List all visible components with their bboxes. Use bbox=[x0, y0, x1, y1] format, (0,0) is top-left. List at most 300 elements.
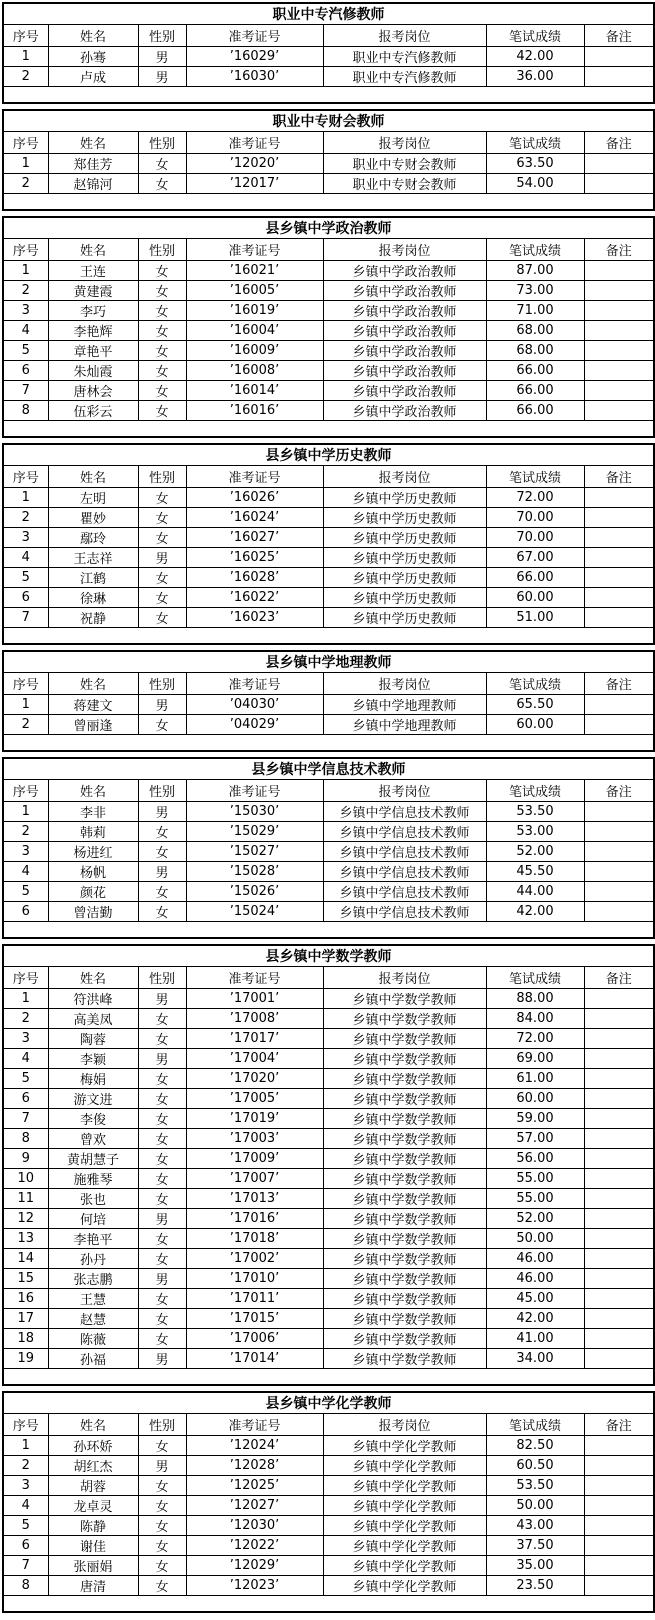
column-header-gender: 性别 bbox=[138, 673, 186, 695]
cell-gender: 女 bbox=[138, 1329, 186, 1349]
cell-index: 4 bbox=[3, 321, 48, 341]
cell-remark bbox=[584, 1496, 654, 1516]
cell-position: 职业中专汽修教师 bbox=[323, 67, 486, 87]
cell-score: 68.00 bbox=[486, 321, 584, 341]
cell-remark bbox=[584, 1576, 654, 1596]
cell-remark bbox=[584, 401, 654, 421]
table-footer-spacer bbox=[3, 1596, 654, 1613]
cell-gender: 男 bbox=[138, 695, 186, 715]
cell-ticket-number: ’16009’ bbox=[186, 341, 323, 361]
cell-index: 17 bbox=[3, 1309, 48, 1329]
column-header-position: 报考岗位 bbox=[323, 673, 486, 695]
table-title-row bbox=[3, 758, 654, 780]
cell-name: 徐琳 bbox=[48, 588, 138, 608]
table-footer-spacer bbox=[3, 922, 654, 939]
cell-ticket-number: ’16023’ bbox=[186, 608, 323, 628]
cell-ticket-number: ’17011’ bbox=[186, 1289, 323, 1309]
column-header-gender: 性别 bbox=[138, 466, 186, 488]
cell-index: 19 bbox=[3, 1349, 48, 1369]
cell-remark bbox=[584, 301, 654, 321]
cell-name: 江鹤 bbox=[48, 568, 138, 588]
column-header-score: 笔试成绩 bbox=[486, 673, 584, 695]
cell-name: 李颖 bbox=[48, 1049, 138, 1069]
cell-remark bbox=[584, 174, 654, 194]
cell-ticket-number: ’12029’ bbox=[186, 1556, 323, 1576]
table-row bbox=[3, 588, 654, 608]
table-row bbox=[3, 568, 654, 588]
cell-gender: 女 bbox=[138, 321, 186, 341]
cell-gender: 女 bbox=[138, 1496, 186, 1516]
cell-ticket-number: ’12028’ bbox=[186, 1456, 323, 1476]
cell-score: 53.00 bbox=[486, 822, 584, 842]
cell-score: 34.00 bbox=[486, 1349, 584, 1369]
column-header-score: 笔试成绩 bbox=[486, 132, 584, 154]
table-row bbox=[3, 1209, 654, 1229]
cell-remark bbox=[584, 1009, 654, 1029]
cell-index: 3 bbox=[3, 528, 48, 548]
cell-gender: 男 bbox=[138, 548, 186, 568]
cell-index: 1 bbox=[3, 1436, 48, 1456]
cell-ticket-number: ’17017’ bbox=[186, 1029, 323, 1049]
cell-ticket-number: ’17018’ bbox=[186, 1229, 323, 1249]
cell-ticket-number: ’16025’ bbox=[186, 548, 323, 568]
cell-score: 66.00 bbox=[486, 361, 584, 381]
cell-index: 4 bbox=[3, 862, 48, 882]
cell-name: 韩莉 bbox=[48, 822, 138, 842]
cell-remark bbox=[584, 862, 654, 882]
cell-position: 乡镇中学地理教师 bbox=[323, 715, 486, 735]
cell-score: 43.00 bbox=[486, 1516, 584, 1536]
cell-position: 乡镇中学数学教师 bbox=[323, 1329, 486, 1349]
column-header-gender: 性别 bbox=[138, 25, 186, 47]
column-header-name: 姓名 bbox=[48, 780, 138, 802]
cell-name: 张丽娟 bbox=[48, 1556, 138, 1576]
cell-name: 曾丽逢 bbox=[48, 715, 138, 735]
cell-gender: 女 bbox=[138, 1169, 186, 1189]
cell-name: 曾洁勤 bbox=[48, 902, 138, 922]
cell-score: 87.00 bbox=[486, 261, 584, 281]
table-row bbox=[3, 1169, 654, 1189]
cell-position: 乡镇中学化学教师 bbox=[323, 1476, 486, 1496]
table-title: 县乡镇中学政治教师 bbox=[3, 217, 654, 239]
table-header-row bbox=[3, 780, 654, 802]
table-header-row bbox=[3, 25, 654, 47]
column-header-score: 笔试成绩 bbox=[486, 25, 584, 47]
table-title: 职业中专汽修教师 bbox=[3, 3, 654, 25]
column-header-index: 序号 bbox=[3, 239, 48, 261]
cell-position: 乡镇中学化学教师 bbox=[323, 1576, 486, 1596]
cell-gender: 女 bbox=[138, 1249, 186, 1269]
table-header-row bbox=[3, 673, 654, 695]
cell-name: 黄建霞 bbox=[48, 281, 138, 301]
cell-score: 82.50 bbox=[486, 1436, 584, 1456]
cell-position: 乡镇中学化学教师 bbox=[323, 1516, 486, 1536]
column-header-gender: 性别 bbox=[138, 132, 186, 154]
exam-results-document bbox=[0, 2, 655, 1613]
cell-score: 42.00 bbox=[486, 1309, 584, 1329]
cell-remark bbox=[584, 1476, 654, 1496]
table-row bbox=[3, 1109, 654, 1129]
cell-name: 高美凤 bbox=[48, 1009, 138, 1029]
table-row bbox=[3, 1456, 654, 1476]
cell-index: 6 bbox=[3, 588, 48, 608]
cell-index: 18 bbox=[3, 1329, 48, 1349]
column-header-name: 姓名 bbox=[48, 466, 138, 488]
column-header-remark: 备注 bbox=[584, 25, 654, 47]
cell-name: 鄢玲 bbox=[48, 528, 138, 548]
cell-ticket-number: ’16029’ bbox=[186, 47, 323, 67]
column-header-index: 序号 bbox=[3, 673, 48, 695]
column-header-index: 序号 bbox=[3, 967, 48, 989]
column-header-name: 姓名 bbox=[48, 239, 138, 261]
column-header-remark: 备注 bbox=[584, 780, 654, 802]
table-title: 县乡镇中学历史教师 bbox=[3, 444, 654, 466]
cell-position: 乡镇中学信息技术教师 bbox=[323, 882, 486, 902]
table-row bbox=[3, 902, 654, 922]
column-header-position: 报考岗位 bbox=[323, 239, 486, 261]
cell-position: 乡镇中学化学教师 bbox=[323, 1496, 486, 1516]
column-header-name: 姓名 bbox=[48, 673, 138, 695]
table-footer-spacer-row bbox=[3, 1369, 654, 1386]
cell-position: 乡镇中学数学教师 bbox=[323, 1149, 486, 1169]
cell-gender: 女 bbox=[138, 1189, 186, 1209]
cell-score: 54.00 bbox=[486, 174, 584, 194]
cell-gender: 女 bbox=[138, 902, 186, 922]
cell-ticket-number: ’17006’ bbox=[186, 1329, 323, 1349]
cell-score: 46.00 bbox=[486, 1269, 584, 1289]
table-footer-spacer bbox=[3, 735, 654, 752]
table-row bbox=[3, 802, 654, 822]
cell-gender: 女 bbox=[138, 588, 186, 608]
cell-name: 朱灿霞 bbox=[48, 361, 138, 381]
cell-name: 张志鹏 bbox=[48, 1269, 138, 1289]
cell-gender: 女 bbox=[138, 715, 186, 735]
cell-ticket-number: ’17003’ bbox=[186, 1129, 323, 1149]
cell-name: 胡红杰 bbox=[48, 1456, 138, 1476]
table-row bbox=[3, 528, 654, 548]
cell-ticket-number: ’17010’ bbox=[186, 1269, 323, 1289]
cell-position: 乡镇中学政治教师 bbox=[323, 261, 486, 281]
cell-name: 颜花 bbox=[48, 882, 138, 902]
cell-remark bbox=[584, 588, 654, 608]
cell-name: 李非 bbox=[48, 802, 138, 822]
cell-ticket-number: ’17004’ bbox=[186, 1049, 323, 1069]
table-title-row bbox=[3, 3, 654, 25]
table-row bbox=[3, 1089, 654, 1109]
cell-index: 8 bbox=[3, 1129, 48, 1149]
cell-remark bbox=[584, 508, 654, 528]
cell-name: 王志祥 bbox=[48, 548, 138, 568]
table-row bbox=[3, 882, 654, 902]
cell-position: 乡镇中学数学教师 bbox=[323, 1249, 486, 1269]
table-title-row bbox=[3, 110, 654, 132]
column-header-position: 报考岗位 bbox=[323, 25, 486, 47]
cell-remark bbox=[584, 341, 654, 361]
cell-gender: 女 bbox=[138, 608, 186, 628]
cell-score: 53.50 bbox=[486, 1476, 584, 1496]
table-title-row bbox=[3, 444, 654, 466]
cell-name: 孙福 bbox=[48, 1349, 138, 1369]
table-title: 县乡镇中学地理教师 bbox=[3, 651, 654, 673]
table-row bbox=[3, 281, 654, 301]
table-title: 县乡镇中学信息技术教师 bbox=[3, 758, 654, 780]
cell-remark bbox=[584, 715, 654, 735]
cell-ticket-number: ’12025’ bbox=[186, 1476, 323, 1496]
table-title-row bbox=[3, 1392, 654, 1414]
table-row bbox=[3, 1309, 654, 1329]
cell-ticket-number: ’12022’ bbox=[186, 1536, 323, 1556]
cell-remark bbox=[584, 261, 654, 281]
cell-remark bbox=[584, 1309, 654, 1329]
cell-gender: 女 bbox=[138, 401, 186, 421]
cell-ticket-number: ’17008’ bbox=[186, 1009, 323, 1029]
cell-gender: 女 bbox=[138, 1109, 186, 1129]
column-header-score: 笔试成绩 bbox=[486, 239, 584, 261]
table-footer-spacer-row bbox=[3, 194, 654, 211]
cell-name: 唐清 bbox=[48, 1576, 138, 1596]
cell-score: 37.50 bbox=[486, 1536, 584, 1556]
cell-name: 李艳平 bbox=[48, 1229, 138, 1249]
cell-gender: 女 bbox=[138, 1009, 186, 1029]
table-row bbox=[3, 1329, 654, 1349]
cell-position: 乡镇中学历史教师 bbox=[323, 528, 486, 548]
cell-index: 9 bbox=[3, 1149, 48, 1169]
table-row bbox=[3, 862, 654, 882]
cell-gender: 男 bbox=[138, 67, 186, 87]
cell-gender: 男 bbox=[138, 989, 186, 1009]
cell-score: 88.00 bbox=[486, 989, 584, 1009]
table-row bbox=[3, 608, 654, 628]
column-header-index: 序号 bbox=[3, 466, 48, 488]
table-row bbox=[3, 1129, 654, 1149]
cell-index: 3 bbox=[3, 842, 48, 862]
cell-position: 乡镇中学政治教师 bbox=[323, 381, 486, 401]
cell-position: 乡镇中学数学教师 bbox=[323, 1069, 486, 1089]
cell-remark bbox=[584, 882, 654, 902]
cell-ticket-number: ’17019’ bbox=[186, 1109, 323, 1129]
cell-remark bbox=[584, 1109, 654, 1129]
table-row bbox=[3, 1436, 654, 1456]
cell-score: 50.00 bbox=[486, 1229, 584, 1249]
cell-gender: 男 bbox=[138, 1049, 186, 1069]
cell-ticket-number: ’12030’ bbox=[186, 1516, 323, 1536]
cell-remark bbox=[584, 1029, 654, 1049]
table-row bbox=[3, 695, 654, 715]
cell-gender: 男 bbox=[138, 802, 186, 822]
cell-score: 73.00 bbox=[486, 281, 584, 301]
cell-position: 乡镇中学数学教师 bbox=[323, 1289, 486, 1309]
cell-score: 55.00 bbox=[486, 1169, 584, 1189]
cell-gender: 女 bbox=[138, 261, 186, 281]
cell-index: 2 bbox=[3, 508, 48, 528]
cell-ticket-number: ’16021’ bbox=[186, 261, 323, 281]
cell-gender: 女 bbox=[138, 1089, 186, 1109]
cell-position: 乡镇中学地理教师 bbox=[323, 695, 486, 715]
cell-score: 72.00 bbox=[486, 488, 584, 508]
column-header-ticket-number: 准考证号 bbox=[186, 466, 323, 488]
score-table bbox=[2, 2, 655, 104]
cell-gender: 女 bbox=[138, 341, 186, 361]
cell-position: 乡镇中学化学教师 bbox=[323, 1536, 486, 1556]
column-header-name: 姓名 bbox=[48, 1414, 138, 1436]
cell-ticket-number: ’16026’ bbox=[186, 488, 323, 508]
cell-ticket-number: ’12023’ bbox=[186, 1576, 323, 1596]
cell-index: 5 bbox=[3, 1516, 48, 1536]
cell-ticket-number: ’15029’ bbox=[186, 822, 323, 842]
cell-gender: 女 bbox=[138, 568, 186, 588]
column-header-remark: 备注 bbox=[584, 967, 654, 989]
cell-position: 乡镇中学数学教师 bbox=[323, 1089, 486, 1109]
cell-ticket-number: ’15030’ bbox=[186, 802, 323, 822]
table-footer-spacer bbox=[3, 194, 654, 211]
score-table bbox=[2, 443, 655, 645]
cell-index: 1 bbox=[3, 154, 48, 174]
column-header-position: 报考岗位 bbox=[323, 967, 486, 989]
cell-index: 3 bbox=[3, 1029, 48, 1049]
table-row bbox=[3, 1536, 654, 1556]
cell-gender: 女 bbox=[138, 1229, 186, 1249]
cell-index: 7 bbox=[3, 1109, 48, 1129]
cell-position: 乡镇中学化学教师 bbox=[323, 1456, 486, 1476]
cell-gender: 女 bbox=[138, 361, 186, 381]
cell-index: 8 bbox=[3, 401, 48, 421]
score-table bbox=[2, 216, 655, 438]
table-row bbox=[3, 381, 654, 401]
cell-remark bbox=[584, 1536, 654, 1556]
column-header-name: 姓名 bbox=[48, 25, 138, 47]
cell-position: 乡镇中学历史教师 bbox=[323, 608, 486, 628]
cell-index: 6 bbox=[3, 902, 48, 922]
table-row bbox=[3, 1049, 654, 1069]
cell-score: 63.50 bbox=[486, 154, 584, 174]
cell-score: 35.00 bbox=[486, 1556, 584, 1576]
cell-position: 乡镇中学数学教师 bbox=[323, 1109, 486, 1129]
cell-score: 60.00 bbox=[486, 1089, 584, 1109]
cell-remark bbox=[584, 695, 654, 715]
score-table bbox=[2, 650, 655, 752]
cell-remark bbox=[584, 1209, 654, 1229]
cell-index: 4 bbox=[3, 1496, 48, 1516]
table-row bbox=[3, 1496, 654, 1516]
cell-gender: 女 bbox=[138, 528, 186, 548]
table-row bbox=[3, 341, 654, 361]
table-row bbox=[3, 154, 654, 174]
table-row bbox=[3, 1349, 654, 1369]
table-footer-spacer-row bbox=[3, 735, 654, 752]
cell-name: 黄胡慧子 bbox=[48, 1149, 138, 1169]
cell-score: 68.00 bbox=[486, 341, 584, 361]
cell-position: 乡镇中学历史教师 bbox=[323, 588, 486, 608]
cell-remark bbox=[584, 1436, 654, 1456]
table-row bbox=[3, 842, 654, 862]
cell-score: 66.00 bbox=[486, 401, 584, 421]
cell-position: 乡镇中学数学教师 bbox=[323, 1209, 486, 1229]
table-header-row bbox=[3, 1414, 654, 1436]
cell-name: 李巧 bbox=[48, 301, 138, 321]
cell-ticket-number: ’16014’ bbox=[186, 381, 323, 401]
cell-remark bbox=[584, 528, 654, 548]
cell-position: 乡镇中学政治教师 bbox=[323, 301, 486, 321]
cell-remark bbox=[584, 1149, 654, 1169]
cell-position: 乡镇中学历史教师 bbox=[323, 488, 486, 508]
cell-ticket-number: ’15028’ bbox=[186, 862, 323, 882]
cell-index: 11 bbox=[3, 1189, 48, 1209]
cell-position: 职业中专财会教师 bbox=[323, 154, 486, 174]
cell-score: 84.00 bbox=[486, 1009, 584, 1029]
cell-remark bbox=[584, 1456, 654, 1476]
cell-gender: 男 bbox=[138, 1349, 186, 1369]
cell-name: 孙骞 bbox=[48, 47, 138, 67]
cell-score: 72.00 bbox=[486, 1029, 584, 1049]
cell-score: 45.50 bbox=[486, 862, 584, 882]
cell-remark bbox=[584, 1049, 654, 1069]
table-footer-spacer-row bbox=[3, 87, 654, 104]
cell-name: 郑佳芳 bbox=[48, 154, 138, 174]
cell-position: 乡镇中学数学教师 bbox=[323, 1269, 486, 1289]
cell-index: 6 bbox=[3, 1536, 48, 1556]
cell-score: 59.00 bbox=[486, 1109, 584, 1129]
cell-index: 1 bbox=[3, 802, 48, 822]
cell-ticket-number: ’17016’ bbox=[186, 1209, 323, 1229]
table-row bbox=[3, 822, 654, 842]
cell-remark bbox=[584, 1516, 654, 1536]
cell-name: 章艳平 bbox=[48, 341, 138, 361]
table-row bbox=[3, 1576, 654, 1596]
cell-name: 瞿妙 bbox=[48, 508, 138, 528]
cell-index: 2 bbox=[3, 67, 48, 87]
cell-remark bbox=[584, 488, 654, 508]
cell-index: 15 bbox=[3, 1269, 48, 1289]
cell-remark bbox=[584, 381, 654, 401]
cell-ticket-number: ’17014’ bbox=[186, 1349, 323, 1369]
table-row bbox=[3, 1289, 654, 1309]
column-header-ticket-number: 准考证号 bbox=[186, 673, 323, 695]
column-header-name: 姓名 bbox=[48, 967, 138, 989]
table-row bbox=[3, 508, 654, 528]
cell-remark bbox=[584, 281, 654, 301]
column-header-position: 报考岗位 bbox=[323, 132, 486, 154]
cell-gender: 男 bbox=[138, 1456, 186, 1476]
column-header-ticket-number: 准考证号 bbox=[186, 25, 323, 47]
cell-position: 乡镇中学信息技术教师 bbox=[323, 902, 486, 922]
cell-position: 乡镇中学政治教师 bbox=[323, 341, 486, 361]
cell-index: 8 bbox=[3, 1576, 48, 1596]
column-header-gender: 性别 bbox=[138, 967, 186, 989]
cell-name: 李俊 bbox=[48, 1109, 138, 1129]
table-title-row bbox=[3, 945, 654, 967]
cell-score: 52.00 bbox=[486, 842, 584, 862]
cell-position: 乡镇中学政治教师 bbox=[323, 361, 486, 381]
cell-score: 44.00 bbox=[486, 882, 584, 902]
table-row bbox=[3, 67, 654, 87]
table-row bbox=[3, 1476, 654, 1496]
cell-name: 左明 bbox=[48, 488, 138, 508]
cell-position: 乡镇中学数学教师 bbox=[323, 1349, 486, 1369]
cell-position: 乡镇中学历史教师 bbox=[323, 568, 486, 588]
cell-index: 5 bbox=[3, 341, 48, 361]
column-header-score: 笔试成绩 bbox=[486, 780, 584, 802]
cell-remark bbox=[584, 67, 654, 87]
cell-index: 2 bbox=[3, 822, 48, 842]
table-title: 职业中专财会教师 bbox=[3, 110, 654, 132]
cell-ticket-number: ’12024’ bbox=[186, 1436, 323, 1456]
cell-remark bbox=[584, 1189, 654, 1209]
table-title: 县乡镇中学数学教师 bbox=[3, 945, 654, 967]
cell-position: 乡镇中学数学教师 bbox=[323, 1029, 486, 1049]
cell-ticket-number: ’12027’ bbox=[186, 1496, 323, 1516]
cell-ticket-number: ’04029’ bbox=[186, 715, 323, 735]
table-row bbox=[3, 301, 654, 321]
